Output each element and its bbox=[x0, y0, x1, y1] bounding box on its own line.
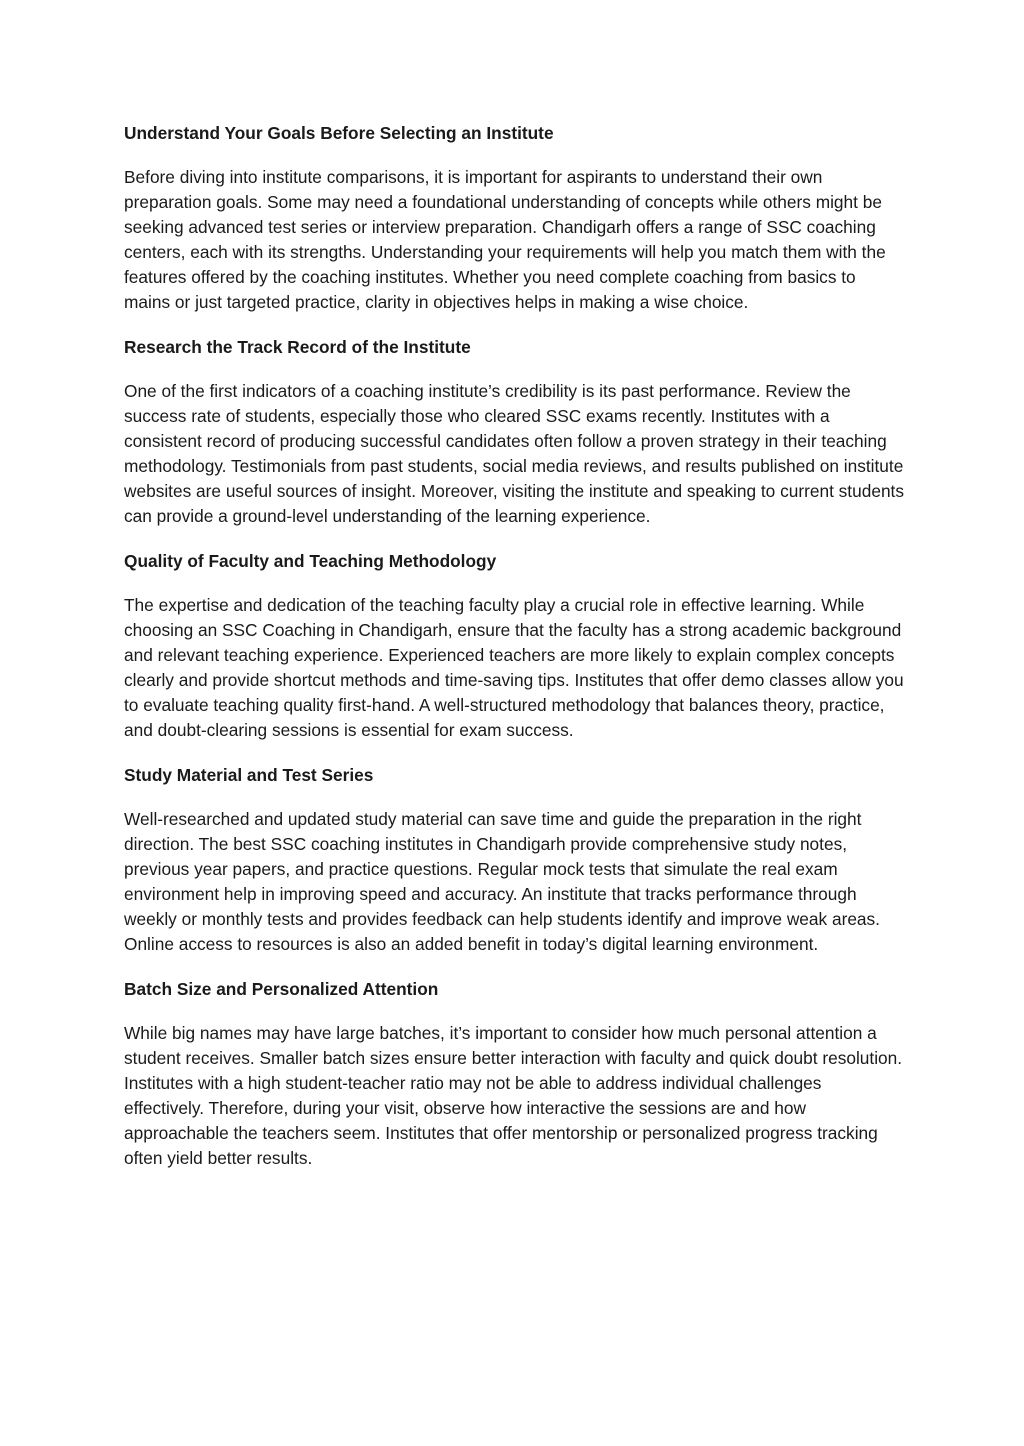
section-body-track-record: One of the first indicators of a coaching institute’s credibility is its past performance. Review the success rate of students, especially those who cleared SSC exams recently. Institutes with a consistent record of producing successful candidates often follow a proven strategy in their teaching methodology. Testimonials from past students, social media reviews, and results published on institute websites are useful sources of insight. Moreover, visiting the institute and speaking to current students can provide a ground-level understanding of the learning experience. bbox=[124, 381, 904, 526]
section-body-goals: Before diving into institute comparisons, it is important for aspirants to understand their own preparation goals. Some may need a foundational understanding of concepts while others might be seeking advanced test series or interview preparation. Chandigarh offers a range of SSC coaching centers, each with its strengths. Understanding your requirements will help you match them with the features offered by the coaching institutes. Whether you need complete coaching from basics to mains or just targeted practice, clarity in objectives helps in making a wise choice. bbox=[124, 167, 886, 312]
section-body-study-material: Well-researched and updated study material can save time and guide the preparation in the right direction. The best SSC coaching institutes in Chandigarh provide comprehensive study notes, previous year papers, and practice questions. Regular mock tests that simulate the real exam environment help in improving speed and accuracy. An institute that tracks performance through weekly or monthly tests and provides feedback can help students identify and improve weak areas. Online access to resources is also an added benefit in today’s digital learning environment. bbox=[124, 809, 880, 954]
section-body-batch-size: While big names may have large batches, it’s important to consider how much personal attention a student receives. Smaller batch sizes ensure better interaction with faculty and quick doubt resolution. Institutes with a high student-teacher ratio may not be able to address individual challenges effectively. Therefore, during your visit, observe how interactive the sessions are and how approachable the teachers seem. Institutes that offer mentorship or personalized progress tracking often yield better results. bbox=[124, 1023, 903, 1168]
section-body-faculty: The expertise and dedication of the teaching faculty play a crucial role in effective learning. While choosing an SSC Coaching in Chandigarh, ensure that the faculty has a strong academic background and relevant teaching experience. Experienced teachers are more likely to explain complex concepts clearly and provide shortcut methods and time-saving tips. Institutes that offer demo classes allow you to evaluate teaching quality first-hand. A well-structured methodology that balances theory, practice, and doubt-clearing sessions is essential for exam success. bbox=[124, 595, 904, 740]
section-heading-faculty: Quality of Faculty and Teaching Methodology bbox=[124, 551, 497, 571]
section-heading-goals: Understand Your Goals Before Selecting an Institute bbox=[124, 123, 554, 143]
document-content bbox=[124, 121, 904, 1191]
section-heading-batch-size: Batch Size and Personalized Attention bbox=[124, 979, 439, 999]
section-heading-track-record: Research the Track Record of the Institute bbox=[124, 337, 471, 357]
section-heading-study-material: Study Material and Test Series bbox=[124, 765, 374, 785]
